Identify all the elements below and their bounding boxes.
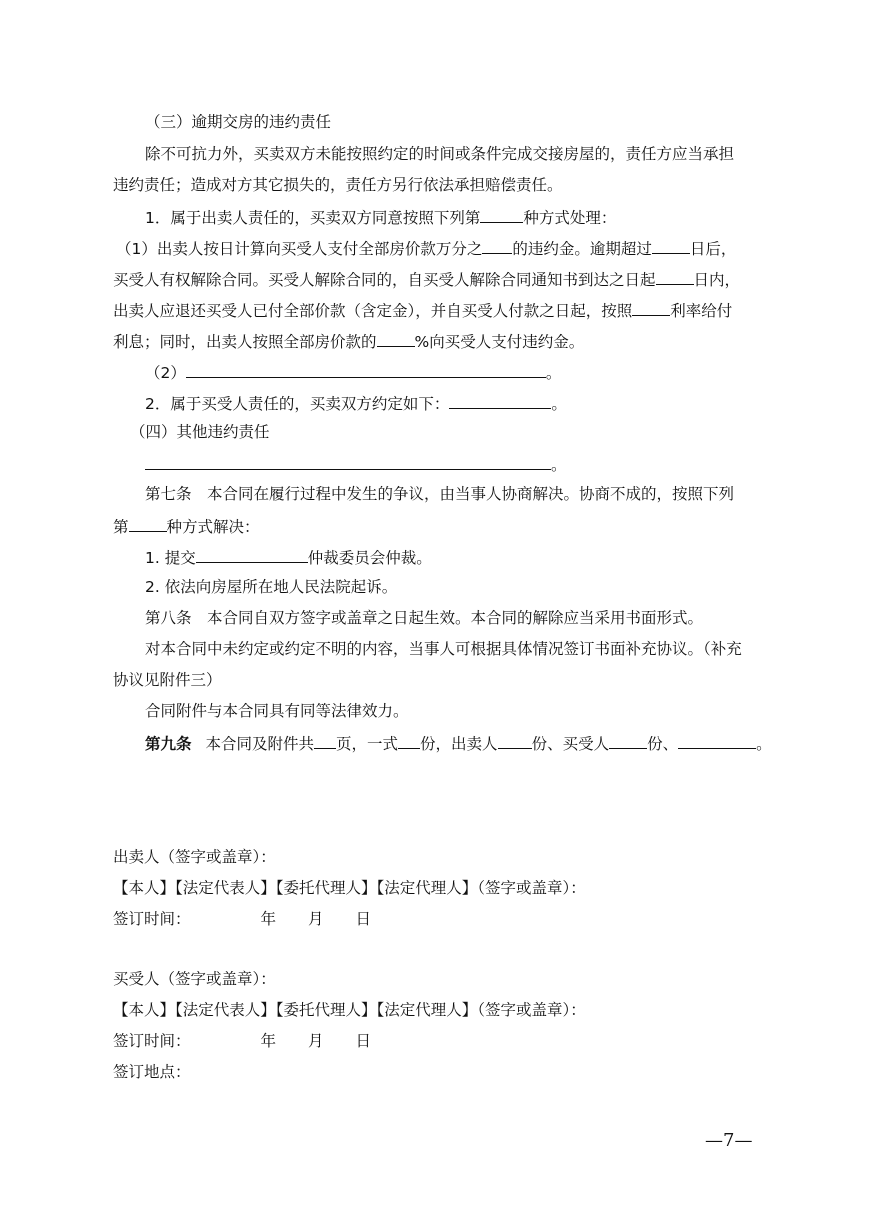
blank-field[interactable] xyxy=(129,515,167,532)
seller-agent-label: 【本人】【法定代表人】【委托代理人】【法定代理人】（签字或盖章）： xyxy=(113,879,586,897)
section-4-title: （四）其他违约责任 xyxy=(130,423,270,441)
blank-field[interactable] xyxy=(632,299,670,316)
blank-field[interactable] xyxy=(145,453,551,470)
option-1-line: 出卖人应退还买受人已付全部价款（含定金），并自买受人付款之日起，按照 利率给付 xyxy=(113,299,732,321)
buyer-signature-label: 买受人（签字或盖章）： xyxy=(113,970,276,988)
item-1: 1．属于出卖人责任的，买卖双方同意按照下列第 种方式处理： xyxy=(145,206,616,228)
buyer-sign-time: 签订时间： 年 月 日 xyxy=(113,1032,372,1050)
blank-field[interactable] xyxy=(678,732,756,749)
blank-field[interactable] xyxy=(398,732,420,749)
seller-sign-time: 签订时间： 年 月 日 xyxy=(113,910,372,928)
paragraph-line: 合同附件与本合同具有同等法律效力。 xyxy=(145,702,409,720)
option-1-line: 买受人有权解除合同。买受人解除合同的，自买受人解除合同通知书到达之日起 日内， xyxy=(113,268,740,290)
paragraph-line: 除不可抗力外，买卖双方未能按照约定的时间或条件完成交接房屋的，责任方应当承担 xyxy=(145,145,735,163)
other-liability-line: 。 xyxy=(145,453,567,475)
option-1-line: （1）出卖人按日计算向买受人支付全部房价款万分之 的违约金。逾期超过 日后， xyxy=(116,237,736,259)
sign-place: 签订地点： xyxy=(113,1063,191,1081)
option-2: （2） 。 xyxy=(145,361,561,383)
article-7-option-2: 2. 依法向房屋所在地人民法院起诉。 xyxy=(145,578,398,596)
blank-field[interactable] xyxy=(449,392,551,409)
blank-field[interactable] xyxy=(186,361,546,378)
article-9: 第九条 本合同及附件共 页，一式 份，出卖人 份、买受人 份、 。 xyxy=(145,732,772,754)
buyer-agent-label: 【本人】【法定代表人】【委托代理人】【法定代理人】（签字或盖章）： xyxy=(113,1001,586,1019)
blank-field[interactable] xyxy=(314,732,336,749)
blank-field[interactable] xyxy=(652,237,690,254)
paragraph-line: 协议见附件三） xyxy=(113,671,222,689)
item-2: 2．属于买受人责任的，买卖双方约定如下： 。 xyxy=(145,392,567,414)
article-7-option-1: 1. 提交 仲裁委员会仲裁。 xyxy=(145,546,432,568)
blank-field[interactable] xyxy=(482,237,512,254)
article-7: 第 种方式解决： xyxy=(113,515,260,537)
page-number: —7— xyxy=(705,1130,753,1151)
option-1-line: 利息；同时，出卖人按照全部房价款的 %向买受人支付违约金。 xyxy=(113,330,584,352)
section-3-title: （三）逾期交房的违约责任 xyxy=(145,113,332,131)
blank-field[interactable] xyxy=(656,268,694,285)
blank-field[interactable] xyxy=(609,732,647,749)
paragraph-line: 对本合同中未约定或约定不明的内容，当事人可根据具体情况签订书面补充协议。（补充 xyxy=(145,640,742,658)
seller-signature-label: 出卖人（签字或盖章）： xyxy=(113,848,276,866)
article-8: 第八条 本合同自双方签字或盖章之日起生效。本合同的解除应当采用书面形式。 xyxy=(145,609,704,627)
blank-field[interactable] xyxy=(480,206,523,223)
article-7: 第七条 本合同在履行过程中发生的争议，由当事人协商解决。协商不成的，按照下列 xyxy=(145,485,735,503)
blank-field[interactable] xyxy=(377,330,415,347)
paragraph-line: 违约责任；造成对方其它损失的，责任方另行依法承担赔偿责任。 xyxy=(113,176,563,194)
blank-field[interactable] xyxy=(498,732,532,749)
blank-field[interactable] xyxy=(196,546,308,563)
